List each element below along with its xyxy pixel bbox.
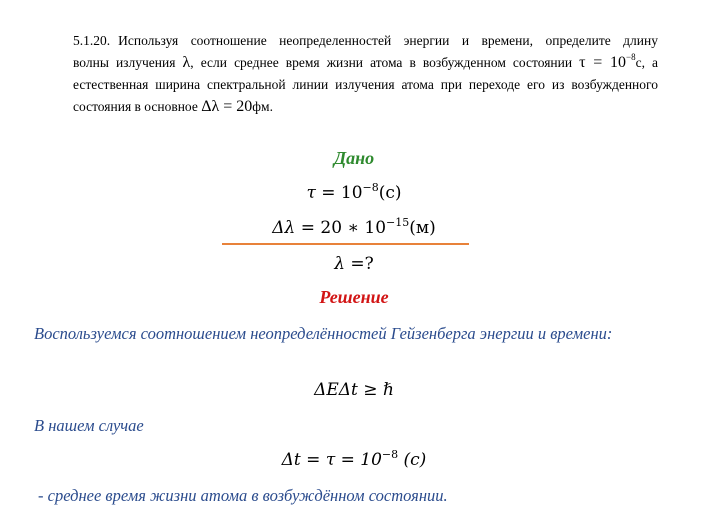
problem-text-4b: фм. — [252, 99, 273, 114]
given-heading: Дано — [333, 148, 375, 168]
tau-exponent: −8 — [626, 52, 636, 62]
find-lhs: λ — [334, 254, 345, 274]
delta-t-formula — [0, 450, 708, 470]
solution-text-3: - среднее время жизни атома в возбуждённом состоянии. — [38, 486, 448, 505]
dl-lhs: Δλ — [272, 218, 296, 238]
solution-text-2: В нашем случае — [34, 416, 144, 435]
problem-text-2a: волны излучения — [73, 55, 176, 70]
problem-line-2 — [73, 52, 658, 74]
problem-line-3 — [73, 74, 658, 96]
problem-text-2d: а — [652, 55, 659, 70]
problem-text-1: Используя соотношение неопределенностей энергии и времени, определите длину — [118, 33, 658, 48]
problem-text-3: естественная ширина спектральной линии излучения атома при переходе его из возбужденного — [73, 77, 658, 92]
tau-unit: (с) — [378, 183, 402, 203]
solution-text-1: Воспользуемся соотношением неопределённостей Гейзенберга энергии и времени: — [34, 324, 613, 343]
problem-statement — [73, 30, 658, 118]
problem-line-1 — [73, 30, 658, 52]
delta-t-exp: −8 — [381, 448, 399, 461]
given-divider — [222, 243, 469, 245]
solution-heading: Решение — [319, 287, 389, 307]
delta-t-unit: (с) — [398, 450, 427, 470]
tau-exp: −8 — [362, 181, 379, 194]
delta-lambda-value: Δλ = 20 — [201, 98, 253, 115]
delta-t-lhs: Δt = τ = 10 — [281, 450, 382, 470]
tau-lhs: τ — [306, 183, 316, 203]
tau-value: τ = 10 — [579, 54, 627, 71]
problem-number: 5.1.20. — [73, 33, 111, 48]
problem-text-4a: состояния в основное — [73, 99, 198, 114]
problem-text-2c: с, — [635, 55, 645, 70]
find-lambda — [0, 254, 708, 274]
given-delta-lambda — [0, 218, 708, 238]
dl-rhs: = 20 ∗ 10 — [295, 218, 387, 238]
problem-text-2b: , если среднее время жизни атома в возбужденном состоянии — [190, 55, 573, 70]
lambda-symbol: λ — [182, 54, 191, 71]
problem-line-4 — [73, 96, 658, 118]
find-rhs: =? — [345, 254, 374, 274]
given-tau — [0, 183, 708, 203]
tau-rhs: = 10 — [315, 183, 363, 203]
dl-unit: (м) — [409, 218, 436, 238]
uncertainty-formula: ΔEΔt ≥ ℏ — [314, 380, 394, 400]
dl-exp: −15 — [386, 216, 410, 229]
